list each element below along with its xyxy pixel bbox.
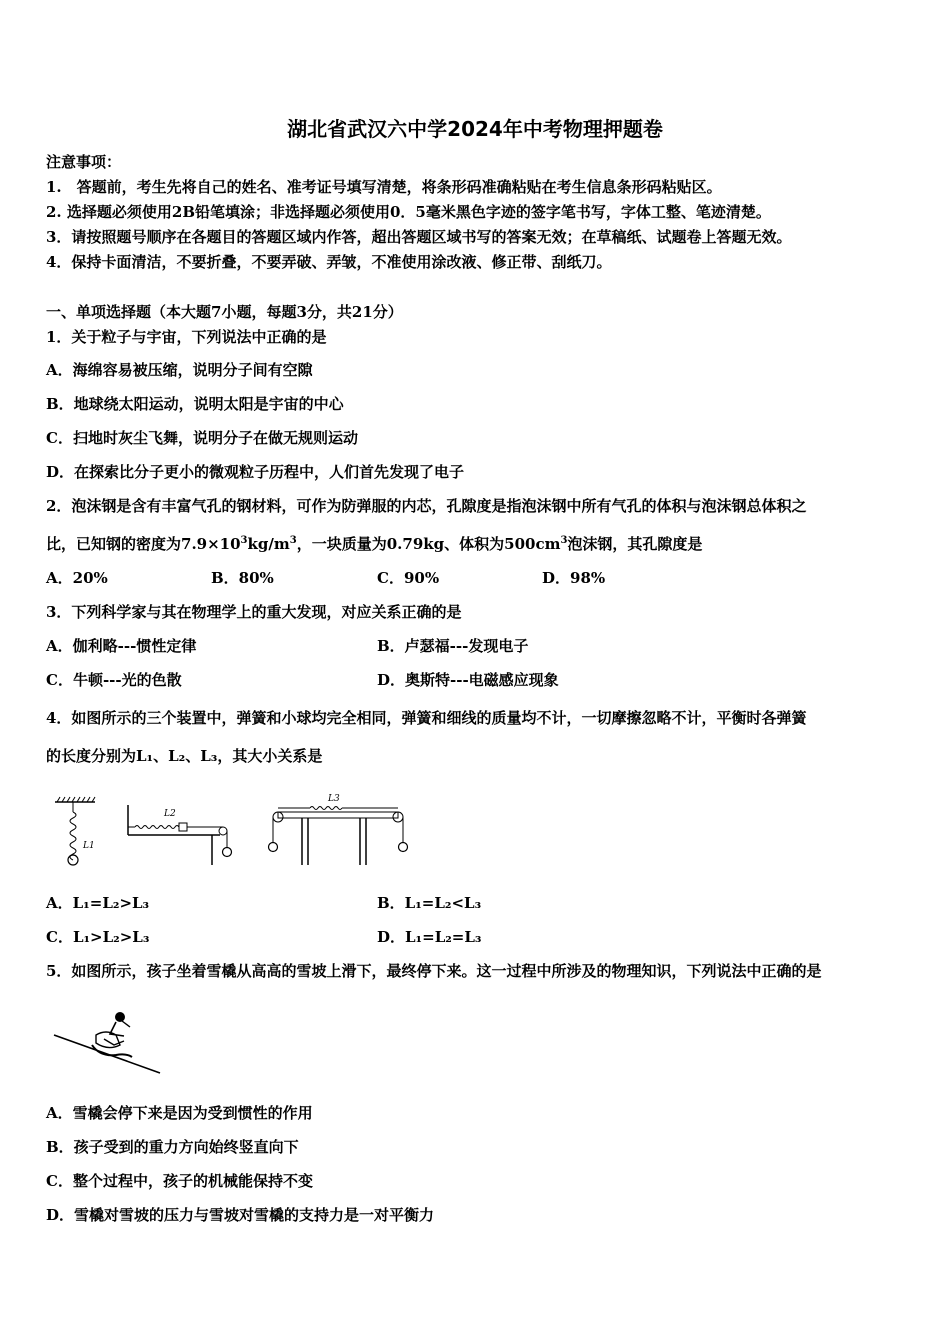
q2-unit-exponent: 3: [289, 535, 297, 546]
notice-item: 3．请按照题号顺序在各题目的答题区域内作答，超出答题区域书写的答案无效；在草稿纸、试题卷上答题无效。: [46, 228, 792, 246]
q5-option-d: D．雪橇对雪坡的压力与雪坡对雪橇的支持力是一对平衡力: [46, 1206, 435, 1224]
q3-option-a: A．伽利略---惯性定律: [46, 637, 197, 655]
setup-3-double-pulley: [269, 794, 408, 865]
q4-option-b: B．L₁=L₂<L₃: [377, 894, 482, 912]
q5-stem: 5．如图所示，孩子坐着雪橇从高高的雪坡上滑下，最终停下来。这一过程中所涉及的物理知识，下列说法中正确的是: [46, 962, 822, 980]
label-l3: L3: [328, 794, 340, 804]
q5-option-b: B．孩子受到的重力方向始终竖直向下: [46, 1138, 299, 1156]
q4-option-d: D．L₁=L₂=L₃: [377, 928, 482, 946]
page-title: 湖北省武汉六中学2024年中考物理押题卷: [287, 117, 663, 141]
q2-option-a: A．20%: [46, 569, 108, 587]
q5-option-a: A．雪橇会停下来是因为受到惯性的作用: [46, 1104, 313, 1122]
q3-option-d: D．奥斯特---电磁感应现象: [377, 671, 559, 689]
q5-option-c: C．整个过程中，孩子的机械能保持不变: [46, 1172, 313, 1190]
sled-slope-figure: [50, 1005, 170, 1080]
q1-option-a: A．海绵容易被压缩，说明分子间有空隙: [46, 361, 313, 379]
child-on-sled-icon: [92, 1012, 132, 1057]
section-heading: 一、单项选择题（本大题7小题，每题3分，共21分）: [46, 303, 403, 321]
q3-stem: 3．下列科学家与其在物理学上的重大发现，对应关系正确的是: [46, 603, 462, 621]
q3-option-c: C．牛顿---光的色散: [46, 671, 182, 689]
q1-option-b: B．地球绕太阳运动，说明太阳是宇宙的中心: [46, 395, 344, 413]
q4-option-a: A．L₁=L₂>L₃: [46, 894, 150, 912]
q2-option-d: D．98%: [542, 569, 606, 587]
q2-question-text: 泡沫钢，其孔隙度是: [567, 535, 703, 553]
q2-option-c: C．90%: [377, 569, 440, 587]
q1-option-d: D．在探索比分子更小的微观粒子历程中，人们首先发现了电子: [46, 463, 465, 481]
setup-2-horizontal-spring: [128, 805, 232, 865]
q1-stem: 1．关于粒子与宇宙，下列说法中正确的是: [46, 328, 327, 346]
q2-density-exponent: 3: [240, 535, 248, 546]
q2-stem-line1: 2．泡沫钢是含有丰富气孔的钢材料，可作为防弹服的内芯，孔隙度是指泡沫钢中所有气孔的体积与泡沫钢总体积之: [46, 497, 807, 515]
q3-option-b: B．卢瑟福---发现电子: [377, 637, 529, 655]
q4-stem-line1: 4．如图所示的三个装置中，弹簧和小球均完全相同，弹簧和细线的质量均不计，一切摩擦忽略不计，平衡时各弹簧: [46, 709, 807, 727]
q2-volume-exponent: 3: [560, 535, 568, 546]
spring-setups-figure: [40, 790, 420, 875]
label-l2: L2: [164, 809, 176, 819]
label-l1: L1: [83, 841, 95, 851]
q2-mass-volume-text: ，一块质量为0.79kg、体积为500cm: [296, 535, 561, 553]
q2-density-text: 比，已知钢的密度为7.9×10: [46, 535, 241, 553]
q1-option-c: C．扫地时灰尘飞舞，说明分子在做无规则运动: [46, 429, 358, 447]
setup-1-vertical-spring: [55, 797, 95, 865]
notice-item: 2. 选择题必须使用2B铅笔填涂；非选择题必须使用0．5毫米黑色字迹的签字笔书写，字体工整、笔迹清楚。: [46, 203, 771, 221]
q2-stem-line2: [46, 534, 702, 554]
q2-density-unit: kg/m: [247, 535, 290, 553]
q4-option-c: C．L₁>L₂>L₃: [46, 928, 150, 946]
notice-heading: 注意事项：: [46, 153, 122, 171]
q2-option-b: B．80%: [211, 569, 274, 587]
notice-item: 4．保持卡面清洁，不要折叠，不要弄破、弄皱，不准使用涂改液、修正带、刮纸刀。: [46, 253, 612, 271]
q4-stem-line2: 的长度分别为L₁、L₂、L₃，其大小关系是: [46, 747, 323, 765]
notice-item: 1. 答题前，考生先将自己的姓名、准考证号填写清楚，将条形码准确粘贴在考生信息条形码粘贴区。: [46, 178, 722, 196]
